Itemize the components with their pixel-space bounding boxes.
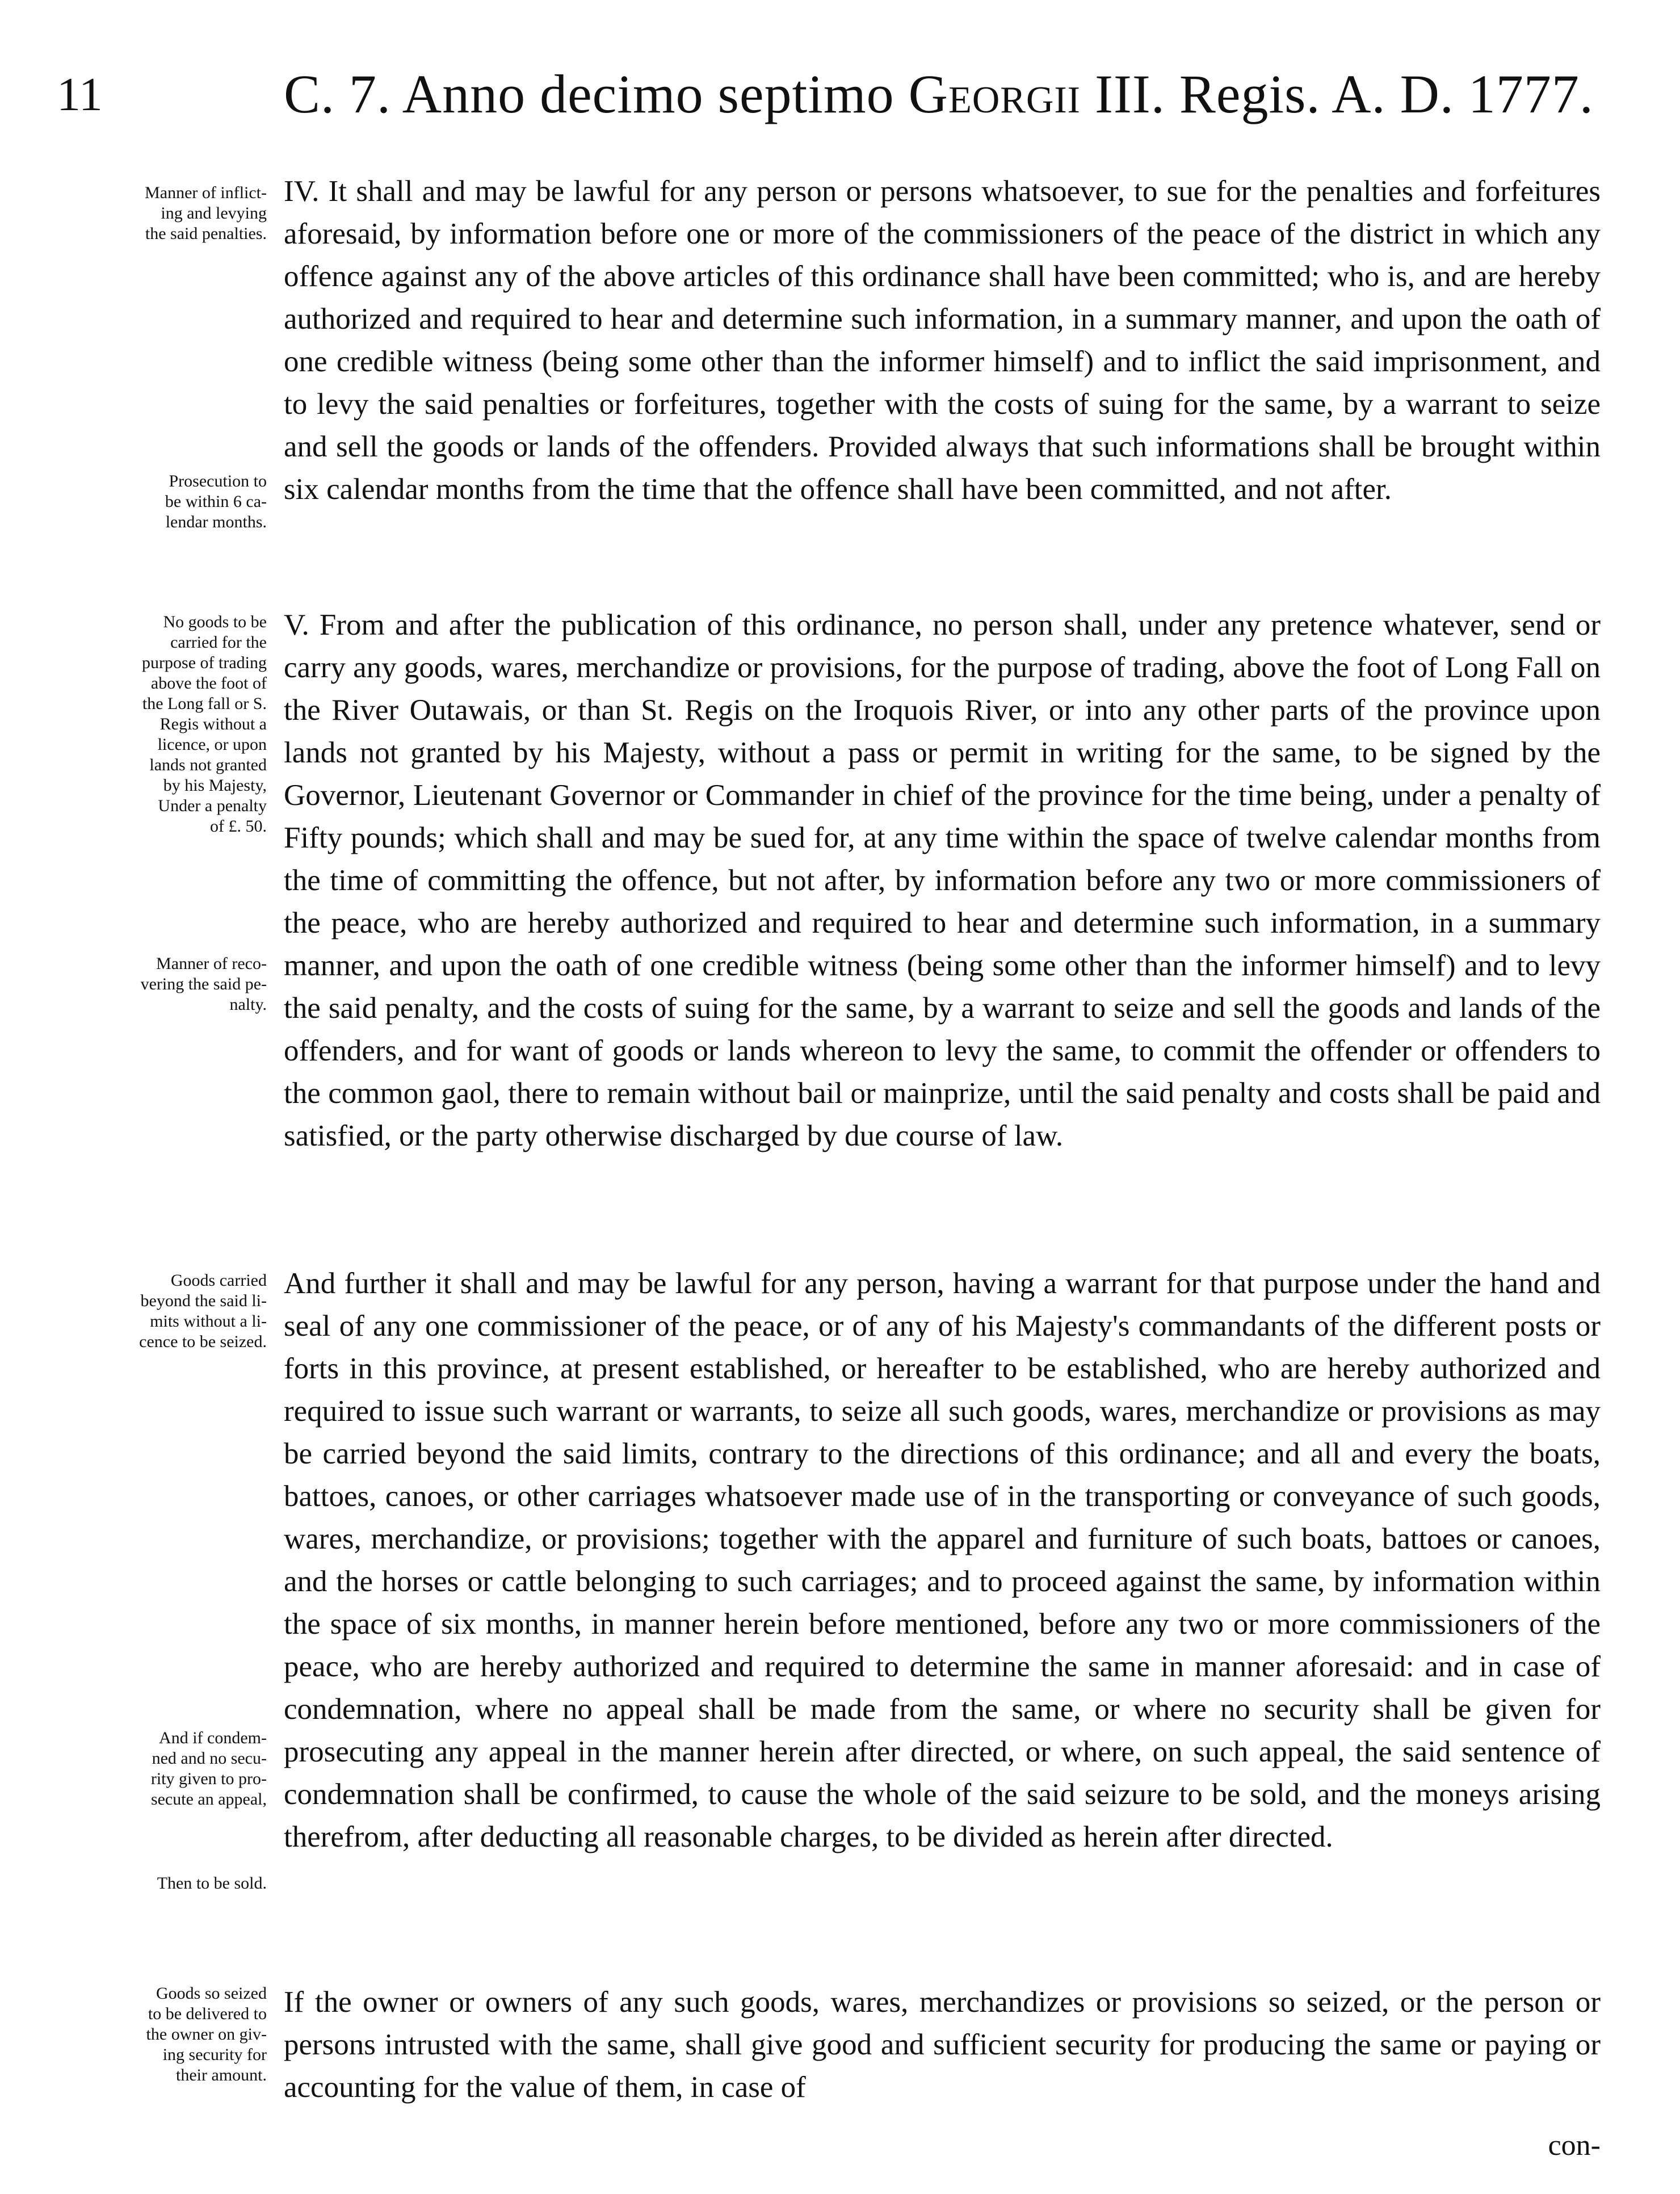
paragraph-v: V. From and after the publication of this ordinance, no person shall, under any pretence whatever, send or carry any goods, wares, merchandize or provisions, for the purpose of trading, above the foot of Long Fall on the River Outawais, or than St. Regis on the Iroquois River, or into any other parts of the province upon lands not granted by his Majesty, without a pass or permit in writing for the same, to be signed by the Governor, Lieutenant Governor or Commander in chief of the province for the time being, under a penalty of Fifty pounds; which shall and may be sued for, at any time within the space of twelve calendar months from the time of committing the offence, but not after, by information before any two or more commissioners of the peace, who are hereby authorized and required to hear and determine such information, in a summary manner, and upon the oath of one credible witness (being some other than the informer himself) and to levy the said penalty, and the costs of suing for the same, by a warrant to seize and sell the goods and lands of the offenders, and for want of goods or lands whereon to levy the same, to commit the offender or offenders to the common gaol, there to remain without bail or mainprize, until the said penalty and costs shall be paid and satisfied, or the party otherwise discharged by due course of law.	[284, 609, 1601, 1152]
margin-note-sold: Then to be sold.	[157, 1874, 267, 1893]
title-suffix: III. Regis. A. D. 1777.	[1080, 64, 1594, 124]
margin-note-prosecution: Prosecution to be within 6 ca- lendar months.	[165, 472, 267, 531]
margin-note-security: Goods so seized to be delivered to the owner on giv- ing security for their amount.	[146, 1984, 267, 2084]
margin-note-penalties: Manner of inflict- ing and levying the said penalties.	[145, 183, 267, 243]
catchword: con-	[1548, 2129, 1601, 2162]
paragraph-owner: If the owner or owners of any such goods, wares, merchandizes or provisions so seized, or the person or persons intrusted with the same, shall give good and sufficient security for producing the same or paying or accounting for the value of them, in case of	[284, 1986, 1601, 2104]
page-number: 11	[57, 68, 103, 121]
paragraph-iv: IV. It shall and may be lawful for any person or persons whatsoever, to sue for the penalties and forfeitures aforesaid, by information before one or more of the commissioners of the peace of the district in which any offence against any of the above articles of this ordinance shall have been committed; who is, and are hereby authorized and required to hear and determine such information, in a summary manner, and upon the oath of one credible witness (being some other than the informer himself) and to inflict the said imprisonment, and to levy the said penalties or forfeitures, together with the costs of suing for the same, by a warrant to seize and sell the goods or lands of the offenders. Provided always that such informations shall be brought within six calendar months from the time that the offence shall have been committed, and not after.	[284, 175, 1601, 506]
page-header	[57, 62, 1623, 136]
running-title	[284, 62, 1594, 125]
margin-note-no-goods: No goods to be carried for the purpose of trading above the foot of the Long fall or S. Regis without a licence, or upon lands not granted by his Majesty, Under a penalty of £. 50.	[142, 613, 267, 836]
margin-note-goods-seized: Goods carried beyond the said li- mits without a li- cence to be seized.	[139, 1271, 267, 1351]
margin-note-condemned: And if condem- ned and no secu- rity given to pro- secute an appeal,	[150, 1729, 267, 1809]
title-king: Georgii	[908, 64, 1081, 124]
margin-note-recovering: Manner of reco- vering the said pe- nalty.	[140, 954, 267, 1014]
title-prefix: C. 7. Anno decimo septimo	[284, 64, 909, 124]
paragraph-further: And further it shall and may be lawful for any person, having a warrant for that purpose under the hand and seal of any one commissioner of the peace, or of any of his Majesty's commandants of the different posts or forts in this province, at present established, or hereafter to be established, who are hereby authorized and required to issue such warrant or warrants, to seize all such goods, wares, merchandize or provisions as may be carried beyond the said limits, contrary to the directions of this ordinance; and all and every the boats, battoes, canoes, or other carriages whatsoever made use of in the transporting or conveyance of such goods, wares, merchandize, or provisions; together with the apparel and furniture of such boats, battoes or canoes, and the horses or cattle belonging to such carriages; and to proceed against the same, by information within the space of six months, in manner herein before mentioned, before any two or more commissioners of the peace, who are hereby authorized and required to determine the same in manner aforesaid: and in case of condemnation, where no appeal shall be made from the same, or where no security shall be given for prosecuting any appeal in the manner herein after directed, or where, on such appeal, the said sentence of condemnation shall be confirmed, to cause the whole of the said seizure to be sold, and the moneys arising therefrom, after deducting all reasonable charges, to be divided as herein after directed.	[284, 1267, 1601, 1853]
